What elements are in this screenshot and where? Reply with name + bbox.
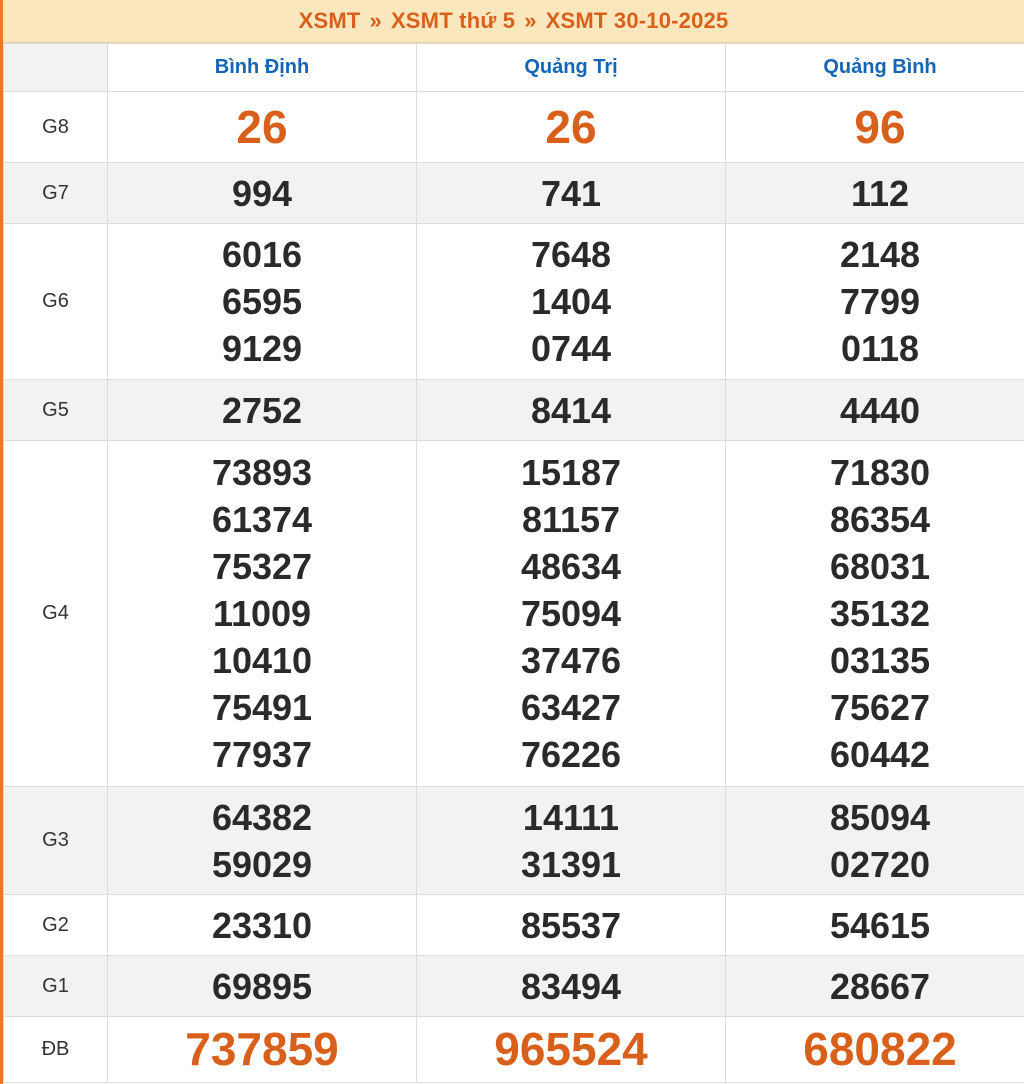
prize-cell	[726, 441, 1024, 787]
prize-row-g7	[4, 163, 1024, 224]
prize-number: 81157	[521, 499, 621, 540]
prize-number: 75627	[829, 687, 931, 728]
province-header-row	[4, 44, 1024, 92]
prize-number: 26	[545, 101, 597, 153]
prize-number: 6016	[221, 234, 303, 275]
province-header-binh-dinh[interactable]: Bình Định	[108, 44, 417, 92]
prize-number: 10410	[211, 640, 313, 681]
prize-number: 69895	[211, 965, 313, 1007]
prize-number: 63427	[520, 687, 622, 728]
prize-row-db	[4, 1017, 1024, 1083]
prize-number: 28667	[829, 965, 931, 1007]
prize-number: 2148	[839, 234, 921, 275]
prize-number: 0118	[840, 328, 920, 369]
breadcrumb-separator: »	[524, 8, 537, 33]
prize-number: 73893	[211, 452, 313, 493]
prize-cell	[417, 956, 726, 1017]
prize-number: 7648	[530, 234, 612, 275]
prize-label: G5	[4, 380, 108, 441]
prize-label: G6	[4, 224, 108, 380]
prize-cell	[108, 163, 417, 224]
prize-row-g2	[4, 895, 1024, 956]
prize-number: 02720	[829, 843, 931, 885]
prize-number: 7799	[839, 281, 921, 322]
prize-cell	[726, 163, 1024, 224]
prize-cell	[417, 163, 726, 224]
prize-cell	[108, 380, 417, 441]
prize-label: ĐB	[4, 1017, 108, 1083]
prize-number: 85537	[520, 904, 622, 946]
results-table	[3, 43, 1024, 1083]
prize-number: 37476	[520, 640, 622, 681]
prize-cell	[108, 441, 417, 787]
breadcrumb-xsmt-link[interactable]: XSMT	[298, 8, 361, 33]
prize-number: 31391	[520, 843, 622, 885]
prize-label: G8	[4, 92, 108, 163]
prize-cell	[417, 224, 726, 380]
prize-number: 23310	[211, 904, 313, 946]
prize-row-g6	[4, 224, 1024, 380]
prize-cell	[726, 787, 1024, 895]
prize-number: 75491	[211, 687, 313, 728]
prize-number: 8414	[530, 389, 612, 431]
prize-cell	[108, 956, 417, 1017]
prize-number: 2752	[221, 389, 303, 431]
prize-label: G3	[4, 787, 108, 895]
prize-row-g1	[4, 956, 1024, 1017]
prize-cell	[108, 224, 417, 380]
prize-cell	[417, 895, 726, 956]
prize-number: 9129	[221, 328, 303, 369]
prize-cell	[417, 380, 726, 441]
prize-number: 48634	[520, 546, 622, 587]
prize-number: 4440	[839, 389, 921, 431]
prize-number: 59029	[211, 843, 313, 885]
prize-cell	[108, 1017, 417, 1083]
prize-label: G7	[4, 163, 108, 224]
province-header-quang-tri[interactable]: Quảng Trị	[417, 44, 726, 92]
prize-number: 61374	[211, 499, 313, 540]
prize-cell	[108, 787, 417, 895]
prize-number: 83494	[520, 965, 622, 1007]
breadcrumb-date-link[interactable]: XSMT 30-10-2025	[545, 8, 729, 33]
prize-cell	[417, 1017, 726, 1083]
prize-label: G4	[4, 441, 108, 787]
breadcrumb-separator: »	[369, 8, 382, 33]
prize-number: 75094	[520, 593, 622, 634]
prize-number: 11009	[212, 593, 312, 634]
prize-label: G2	[4, 895, 108, 956]
jackpot-number: 737859	[185, 1023, 339, 1075]
prize-number: 85094	[829, 796, 931, 838]
prize-number: 54615	[829, 904, 931, 946]
prize-row-g5	[4, 380, 1024, 441]
prize-number: 6595	[221, 281, 303, 322]
prize-number: 68031	[829, 546, 931, 587]
prize-number: 77937	[211, 734, 313, 775]
prize-cell	[726, 1017, 1024, 1083]
prize-number: 112	[850, 172, 910, 214]
prize-number: 1404	[530, 281, 612, 322]
prize-row-g3	[4, 787, 1024, 895]
prize-number: 60442	[829, 734, 931, 775]
prize-number: 86354	[829, 499, 931, 540]
prize-number: 03135	[829, 640, 931, 681]
prize-cell	[417, 441, 726, 787]
prize-number: 75327	[211, 546, 313, 587]
prize-number: 35132	[829, 593, 931, 634]
prize-row-g4	[4, 441, 1024, 787]
prize-number: 15187	[520, 452, 622, 493]
prize-number: 76226	[520, 734, 622, 775]
prize-label: G1	[4, 956, 108, 1017]
prize-cell	[417, 787, 726, 895]
prize-number: 741	[540, 172, 602, 214]
prize-number: 64382	[211, 796, 313, 838]
jackpot-number: 680822	[803, 1023, 957, 1075]
province-header-quang-binh[interactable]: Quảng Bình	[726, 44, 1024, 92]
prize-number: 0744	[530, 328, 612, 369]
breadcrumb-weekday-link[interactable]: XSMT thứ 5	[390, 8, 516, 33]
prize-number: 14111	[522, 796, 620, 838]
prize-number: 26	[236, 101, 288, 153]
prize-number: 71830	[829, 452, 931, 493]
prize-cell	[726, 895, 1024, 956]
prize-cell	[108, 895, 417, 956]
prize-cell	[726, 224, 1024, 380]
breadcrumb	[3, 0, 1024, 43]
prize-row-g8	[4, 92, 1024, 163]
prize-cell	[108, 92, 417, 163]
prize-number: 96	[854, 101, 906, 153]
prize-cell	[417, 92, 726, 163]
prize-number: 994	[231, 172, 293, 214]
prize-cell	[726, 380, 1024, 441]
prize-cell	[726, 92, 1024, 163]
prize-cell	[726, 956, 1024, 1017]
header-corner-cell	[4, 44, 108, 92]
jackpot-number: 965524	[494, 1023, 648, 1075]
